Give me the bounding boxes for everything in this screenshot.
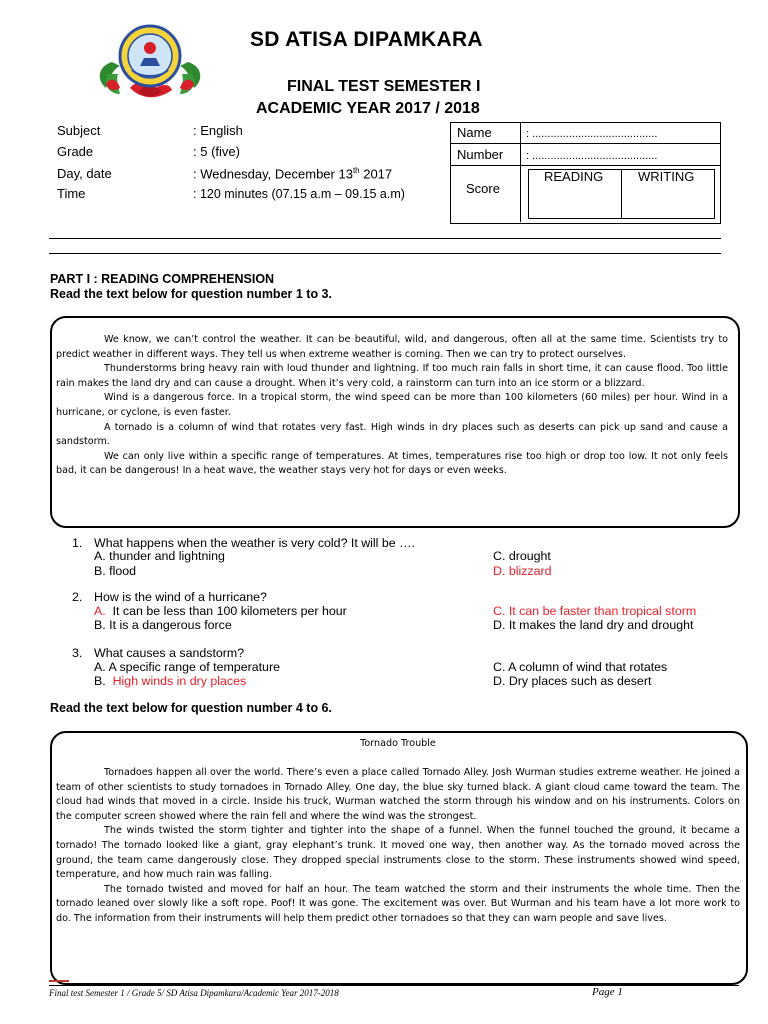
date-label: Day, date xyxy=(57,166,112,181)
time-label: Time xyxy=(57,186,86,201)
number-label: Number xyxy=(457,147,504,162)
option-c-answer[interactable]: C. It can be faster than tropical storm xyxy=(493,604,697,618)
question-number: 3. xyxy=(72,646,83,660)
passage-paragraph: The tornado twisted and moved for half an hour. The team watched the storm and their instruments the whole time. Then the tornado leaned over slowly like a soft rope. Poof! It was gone. The excitement was over. But Wurman and his team have a lot more work to do. The information from their instruments will help them predict other tornadoes so that they can warn people and save lives. xyxy=(56,883,740,924)
reading-score-field[interactable] xyxy=(528,185,714,218)
academic-year: ACADEMIC YEAR 2017 / 2018 xyxy=(256,100,480,117)
passage-paragraph: We know, we can’t control the weather. It can be beautiful, wild, and dangerous, often all at the same time. Scientists try to predict weather in different ways. They tell us when extreme weather is coming. Then we can try to protect ourselves. xyxy=(56,334,728,360)
number-field[interactable]: : ......................................... xyxy=(526,150,658,162)
reading-score-label: READING xyxy=(544,169,604,184)
student-box-divider xyxy=(520,122,521,222)
passage-paragraph: The winds twisted the storm tighter and tighter into the shape of a funnel. When the funnel touched the ground, it became a tornado! The tornado looked like a giant, gray elephant’s trunk. It moved one way, then another way. As the tornado moved across the ground, the team came dangerously close. They dropped special instruments close to the storm. These instruments showed wind speed, temperature, and how much rain was falling. xyxy=(56,825,740,881)
student-box-divider xyxy=(450,165,721,166)
divider-line xyxy=(49,253,721,254)
test-title: FINAL TEST SEMESTER I xyxy=(287,78,481,95)
passage-text xyxy=(56,766,740,927)
question-text: What happens when the weather is very cold? It will be …. xyxy=(94,536,415,550)
date-value: : Wednesday, December 13th 2017 xyxy=(193,166,393,182)
divider-line xyxy=(49,238,721,239)
passage-paragraph: We can only live within a specific range of temperatures. At times, temperatures rise too high or drop too low. It not only feels bad, it can be dangerous! In a heat wave, the weather stays very hot for days or even weeks. xyxy=(56,450,728,477)
option-d[interactable]: D. Dry places such as desert xyxy=(493,674,652,688)
score-label: Score xyxy=(466,181,500,196)
question-text: What causes a sandstorm? xyxy=(94,646,245,660)
time-value: : 120 minutes (07.15 a.m – 09.15 a.m) xyxy=(193,187,405,201)
option-c[interactable]: C. A column of wind that rotates xyxy=(493,660,668,674)
passage-paragraph: Wind is a dangerous force. In a tropical storm, the wind speed can be more than 100 kilometers (60 miles) per hour. Wind in a hurricane, or cyclone, is even faster. xyxy=(56,392,728,418)
option-a[interactable]: A. thunder and lightning xyxy=(94,549,225,563)
footer-text: Final test Semester 1 / Grade 5/ SD Atisa Dipamkara/Academic Year 2017-2018 xyxy=(49,988,339,998)
option-d-answer[interactable]: D. blizzard xyxy=(493,564,552,578)
student-box-divider xyxy=(450,143,721,144)
question-number: 1. xyxy=(72,536,83,550)
footer-accent xyxy=(49,980,69,982)
option-d[interactable]: D. It makes the land dry and drought xyxy=(493,618,694,632)
school-name: SD ATISA DIPAMKARA xyxy=(250,28,483,51)
name-field[interactable]: : ......................................... xyxy=(526,128,658,140)
option-a[interactable]: A. A specific range of temperature xyxy=(94,660,280,674)
passage-paragraph: A tornado is a column of wind that rotates very fast. High winds in dry places such as deserts can pick up sand and cause a sandstorm. xyxy=(56,421,728,448)
option-b[interactable]: B. flood xyxy=(94,564,137,578)
subject-value: : English xyxy=(193,123,243,138)
subject-label: Subject xyxy=(57,123,101,138)
footer-line xyxy=(49,985,739,986)
option-b-answer[interactable]: B. High winds in dry places xyxy=(94,674,247,688)
instruction: Read the text below for question number 1 to 3. xyxy=(50,287,332,301)
option-c[interactable]: C. drought xyxy=(493,549,551,563)
page-number: Page 1 xyxy=(592,986,623,998)
option-a[interactable]: A. It can be less than 100 kilometers per hour xyxy=(94,604,347,618)
passage-text xyxy=(56,333,728,479)
passage-paragraph: Thunderstorms bring heavy rain with loud thunder and lightning. If too much rain falls in short time, it can cause flood. Too little rain makes the land dry and can cause a drought. When it’s very cold, a rainstorm can turn into an ice storm or a blizzard. xyxy=(56,363,728,389)
part-title: PART I : READING COMPREHENSION xyxy=(50,272,275,286)
option-b[interactable]: B. It is a dangerous force xyxy=(94,618,232,632)
grade-value: : 5 (five) xyxy=(193,144,240,159)
passage-title: Tornado Trouble xyxy=(360,738,436,749)
passage-paragraph: Tornadoes happen all over the world. There’s even a place called Tornado Alley. Josh Wurman studies extreme weather. He joined a team of other scientists to study tornadoes in Tornado Alley. One day, the blue sky turned black. A giant cloud came toward the team. The cloud had winds that moved in a circle. Inside his truck, Wurman watched the storm through his window and on his instruments. Colors on the computer screen showed where the rain fell and where the wind was the strongest. xyxy=(56,767,740,822)
question-number: 2. xyxy=(72,590,83,604)
name-label: Name xyxy=(457,125,492,140)
instruction: Read the text below for question number 4 to 6. xyxy=(50,701,332,715)
school-logo xyxy=(96,22,204,102)
grade-label: Grade xyxy=(57,144,94,159)
question-text: How is the wind of a hurricane? xyxy=(94,590,267,604)
writing-score-label: WRITING xyxy=(638,169,695,184)
